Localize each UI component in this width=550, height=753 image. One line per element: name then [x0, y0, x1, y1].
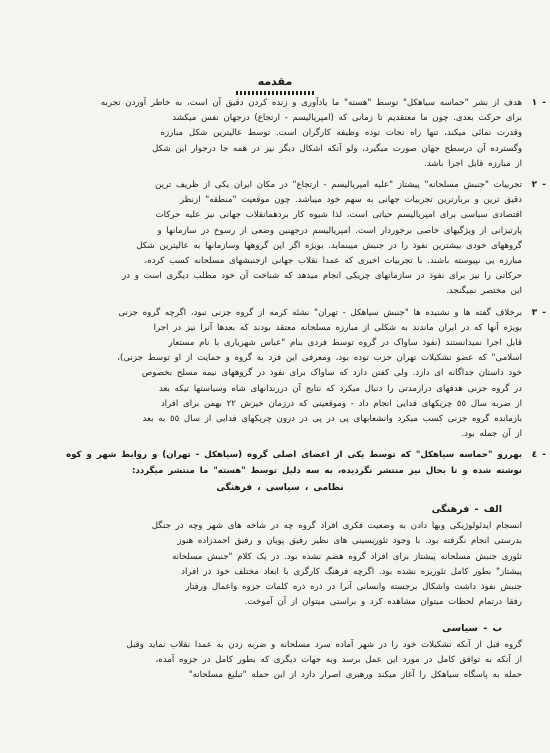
text-line: بازمانده گروه جزنی کسب میکرد وانشعابهای پی در پی در درون چریکهای فدایی از سال ٥٥ به بعد	[142, 414, 522, 425]
text-line: اسلامی" که عضو تشکیلات تهران حزب توده بود، ومعرفی این فرد به گروه و حمایت از او توسط جزنی)،	[117, 353, 522, 364]
text-line: قابل اجرا نمیدانستند (نفوذ ساواک در گروه توسط فردی بنام "عباس شهریاری با نام مستعار	[168, 338, 522, 349]
text-line: وگسترده آن درسطح جهان صورت میگیرد، ولو آنکه اشکال دیگر نیز در همه جا درجوار این شکل	[152, 143, 522, 154]
text-line: پارتیزانی از ویژگیهای خاصی برخوردار است. امپریالیسم درجهنین وضعی از رسوخ در سازمانها و	[157, 225, 522, 236]
text-line: بویژه آنها که در ایران ماندند به شکلی از مبارزه مسلحانه معتقد بودند که بعدها آنرا نیز در اجرا	[153, 322, 522, 333]
text-line: وقدرت نمائی میکند، تنها راه نجات توده وظیفه کارگران است. توسط عالیترین شکل مبارزه	[160, 128, 522, 139]
section-be-body	[38, 638, 522, 684]
document-header	[0, 70, 550, 95]
item-number: ٣ -	[531, 307, 546, 318]
text-line: بدرستی انجام نگرفته بود. با وجود تئوریسینی های نظیر رفیق پویان و رفیق احمدزاده هنوز	[177, 536, 522, 547]
text-line: اقتصادی سیاسی برای امپریالیسم حیاتی است، لذا شیوه کار بردهمانقلاب جهانی نیز علیه حرکات	[155, 210, 522, 221]
text-line: از آن جمله بود.	[461, 429, 522, 440]
text-line: خود داستان جداگانه ای دارد. ولی کفتن دارد که ساواک برای نفوذ در گروههای نیمه مسلح بخصوص	[141, 368, 522, 379]
title-underline	[236, 91, 314, 95]
text-line: دقیق ترین و بربارترین تجربیات جهانی به سهم خود میباشد. چون موقعیت "منطقه" ازنظر	[179, 195, 522, 206]
text-line: رفقا درتمام لحظات میتوان مشاهده کرد و براستی میتوان از آن آموخت.	[244, 597, 522, 608]
numbered-item-2	[38, 178, 546, 300]
reasons-subheading: نظامی ، سیاسی ، فرهنگی	[216, 482, 344, 493]
text-line: بهررو "حماسه سیاهکل" که توسط یکی از اعضای اصلی گروه (سیاهکل - تهران) و روابط شهر و کوه	[66, 450, 522, 461]
numbered-item-1	[38, 96, 546, 172]
text-line: تئوری جنبش مسلحانه پیشتاز برای افراد گروه هضم نشده بود. در یک کلام "جنبش مسلحانه	[172, 551, 522, 562]
numbered-item-4	[38, 448, 546, 496]
document-title: مقدمه	[257, 75, 293, 88]
text-line: از مبارزه قابل اجرا باشد.	[424, 158, 522, 169]
section-be-heading: ب - سیاسی	[442, 622, 502, 634]
text-line: جنبش نفوذ داشت واشکال برجسته وانسانی آنرا در ذره ذره کلمات جزوه واعمال ورفتار	[185, 582, 522, 593]
text-line: از آنکه به توافق کامل در مورد این عمل برسد وبه جهات دیگری که بطور کامل در جزوه آمده،	[155, 654, 522, 665]
text-line: حرکاتی را نیز برای نفوذ در سازمانهای چریکی انجام میدهد که شناخت آن خود مطلب دیگری است و در	[122, 271, 522, 282]
item-number: ١ -	[531, 98, 546, 108]
text-line: گروه قبل از آنکه تشکیلات خود را در شهر آماده سرد مسلحانه و ضربه زدن به عمدا نقلاب نماید وقبل	[126, 639, 522, 650]
text-line: از ضربه سال ٥٥ چریکهای فدایی انجام داد - وموقعیتی که درزمان خیزش ٢٢ بهمن برای افراد	[160, 398, 522, 409]
text-line: انسجام ایدئولوژیکی وبها دادن به وضعیت فکری افراد گروه چه در شاخه های شهر وچه در جنگل	[151, 521, 522, 532]
text-line: گروههای خودی بیشترین نفوذ را در جنبش میبنماید. بویژه اگر این گروهها وسازمانها به عالیترین شکل	[136, 240, 522, 251]
section-alef-body	[38, 519, 522, 610]
text-line: تجربیات "جنبش مسلحانه" پیشتاز "علیه امپریالیسم - ارتجاع" در مکان ایران یکی از ظریف ترین	[155, 180, 522, 191]
text-line: برخلاف گفته ها و نشنیده ها "جنبش سیاهکل - تهران" نشئه کرمه از گروه جزنی نبود، اگرچه گروه جزنی	[118, 307, 522, 318]
section-alef-heading: الف - فرهنگی	[431, 504, 502, 516]
text-line: مبارزه یی نپیوسته باشند. با تجربیات اخیری که عمدا نقلاب جهانی ازجنبشهای مسلحانه کسب کرده،	[144, 256, 522, 267]
text-line: پیشتاز" بطور کامل تئوریزه نشده بود. اگرچه فرهنگ کارگری با ابعاد مختلف خود در افراد	[181, 566, 522, 577]
text-line: حمله به پاسگاه سیاهکل را آغاز میکند ورهبری اصرار دارد از این حمله "تبلیغ مسلحانه"	[188, 670, 522, 681]
document-body	[38, 96, 546, 689]
item-number: ٢ -	[531, 180, 546, 191]
item-number: ٤ -	[531, 450, 546, 461]
text-line: در گروه جزنی هدفهای درازمدتی را دنبال میکرد که نتایج آن دررندانهای شاه وسیاستها تیکه بعد	[158, 383, 522, 394]
numbered-item-3	[38, 306, 546, 443]
text-line: هدف از نشر "حماسه سیاهکل" توسط "هسته" ما یادآوری و زنده کردن دقیق آن است، به خاطر آوردن تجربه	[100, 98, 522, 108]
text-line: برای حرکت بعدی. چون ما معتقدیم تا زمانی که (امپریالیسم - ارتجاع) درجهان نفس میکشد	[172, 113, 522, 124]
text-line: نوشته شده و تا بحال نیز منتشر نگردیده، به سه دلیل توسط "هسته" ما منتشر میگردد:	[131, 465, 522, 476]
text-line: این مختصر نمیگنجد.	[446, 286, 522, 297]
